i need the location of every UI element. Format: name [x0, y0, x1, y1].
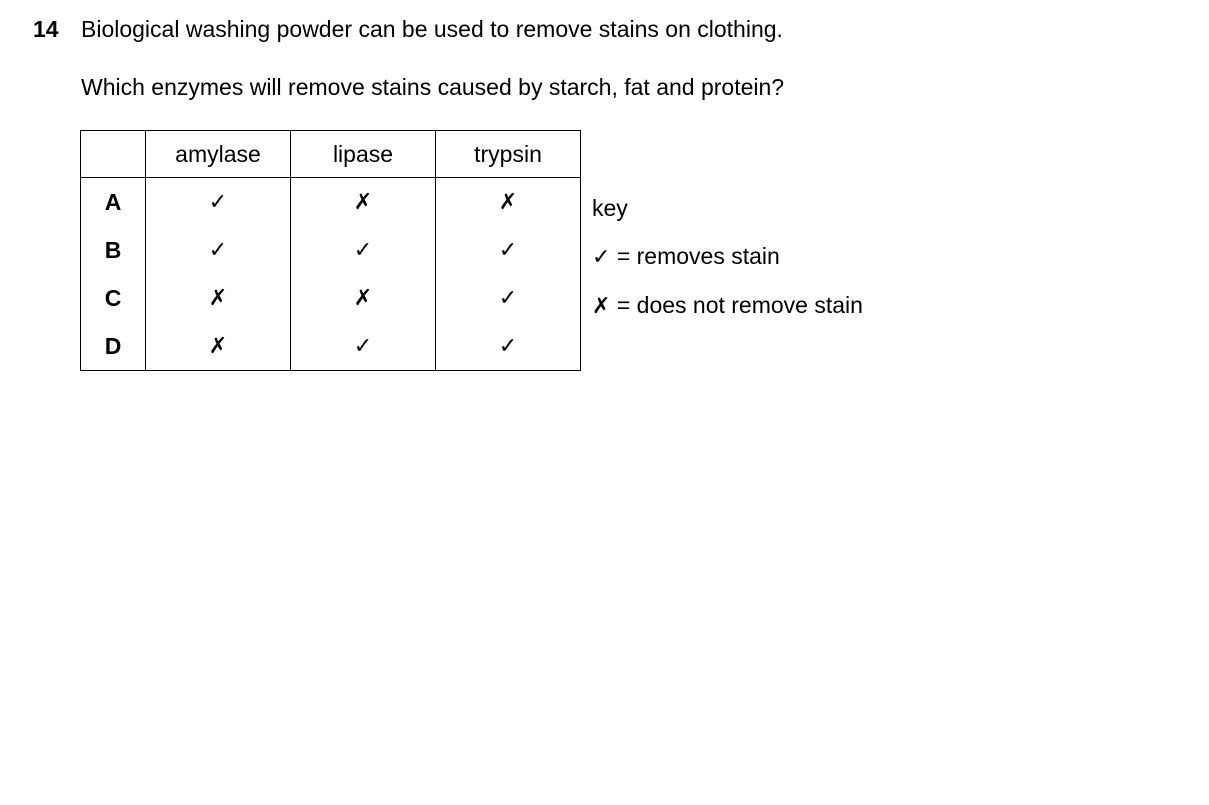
key-cross-text: = does not remove stain: [610, 292, 863, 318]
question-stem: Biological washing powder can be used to remove stains on clothing.: [81, 16, 783, 42]
key-cross-line: [592, 290, 863, 322]
header-trypsin: trypsin: [436, 131, 581, 178]
table-row: [81, 274, 581, 322]
header-blank: [81, 131, 146, 178]
cell-d-trypsin: ✓: [436, 322, 581, 371]
option-letter-c: C: [81, 274, 146, 322]
cell-a-trypsin: ✗: [436, 178, 581, 227]
header-amylase: amylase: [146, 131, 291, 178]
cross-icon: ✗: [592, 294, 611, 319]
tick-icon: ✓: [592, 245, 611, 270]
key-tick-line: [592, 241, 780, 273]
cell-c-lipase: ✗: [291, 274, 436, 322]
option-letter-b: B: [81, 226, 146, 274]
question-prompt: Which enzymes will remove stains caused by starch, fat and protein?: [81, 74, 785, 100]
cell-c-amylase: ✗: [146, 274, 291, 322]
table-row: [81, 178, 581, 227]
cell-c-trypsin: ✓: [436, 274, 581, 322]
cell-b-lipase: ✓: [291, 226, 436, 274]
table-row: [81, 226, 581, 274]
options-table: [80, 130, 581, 371]
option-letter-a: A: [81, 178, 146, 227]
cell-d-amylase: ✗: [146, 322, 291, 371]
cell-a-amylase: ✓: [146, 178, 291, 227]
table-header-row: [81, 131, 581, 178]
cell-b-trypsin: ✓: [436, 226, 581, 274]
cell-d-lipase: ✓: [291, 322, 436, 371]
option-letter-d: D: [81, 322, 146, 371]
key-tick-text: = removes stain: [610, 243, 780, 269]
key-title: key: [592, 195, 628, 221]
cell-a-lipase: ✗: [291, 178, 436, 227]
table-row: [81, 322, 581, 371]
question-number: 14: [33, 16, 59, 42]
cell-b-amylase: ✓: [146, 226, 291, 274]
header-lipase: lipase: [291, 131, 436, 178]
